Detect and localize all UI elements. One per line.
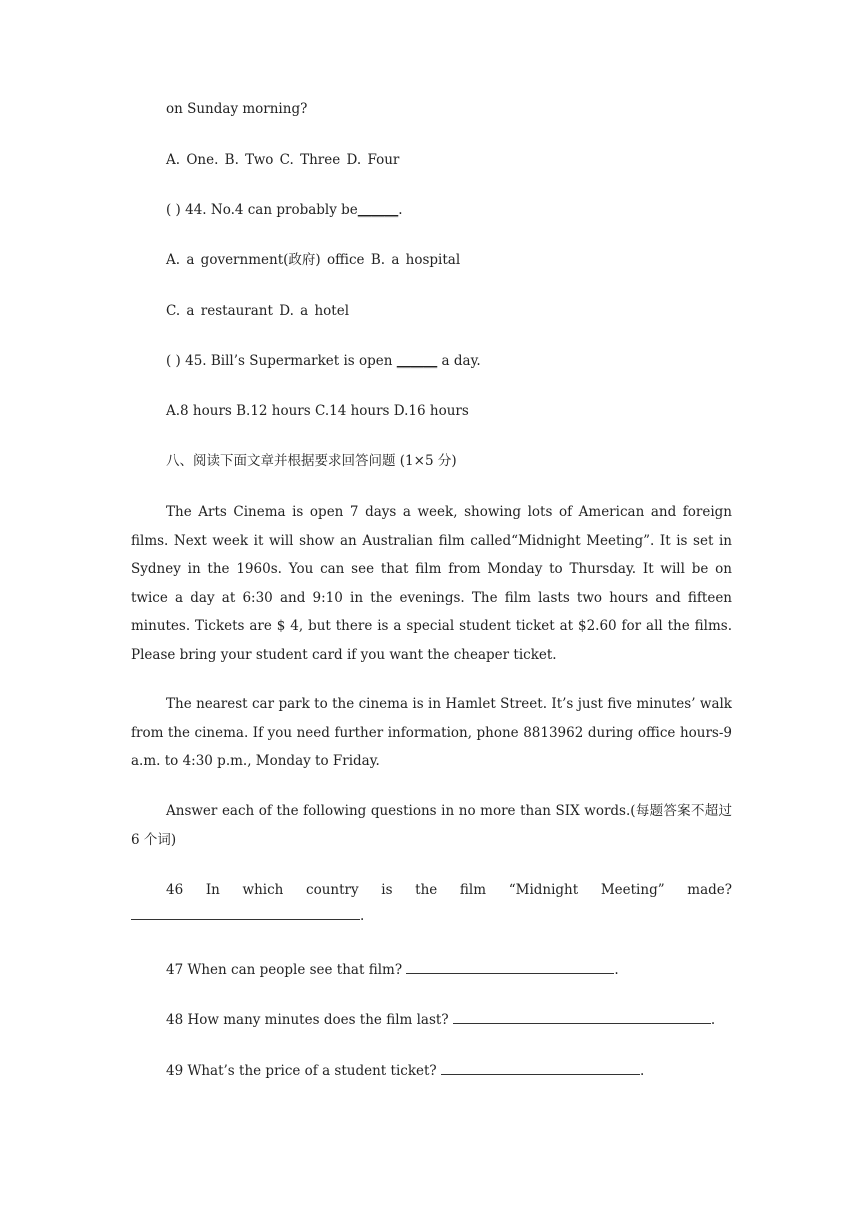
q43-options: A. One. B. Two C. Three D. Four (166, 152, 400, 168)
section-heading: 八、阅读下面文章并根据要求回答问题 (1×5 分) (166, 453, 457, 469)
answer-blank-49[interactable] (441, 1062, 640, 1075)
question-46-answer-line[interactable] (131, 907, 364, 924)
q44-blank: ______ (357, 202, 399, 218)
question-47-end: . (614, 962, 619, 978)
instruction: Answer each of the following questions in no more than SIX words.(每题答案不超过 6 个词) (131, 803, 732, 848)
q44-prefix: ( ) 44. No.4 can probably be (166, 202, 358, 218)
answer-blank-46[interactable] (131, 907, 360, 920)
q44-stem (166, 202, 403, 218)
question-49-text: 49 What’s the price of a student ticket? (166, 1063, 437, 1079)
answer-blank-48[interactable] (453, 1011, 711, 1024)
question-48 (166, 1011, 715, 1028)
q45-options: A.8 hours B.12 hours C.14 hours D.16 hours (166, 403, 469, 419)
question-48-end: . (710, 1012, 716, 1028)
answer-blank-47[interactable] (406, 961, 614, 974)
q45-blank: ______ (396, 353, 438, 369)
question-46: 46 In which country is the film “Midnight Meeting” made? (166, 882, 732, 898)
q43-continuation: on Sunday morning? (166, 101, 308, 117)
q44-suffix: . (398, 202, 403, 218)
question-48-text: 48 How many minutes does the film last? (166, 1012, 449, 1028)
passage-paragraph-1: The Arts Cinema is open 7 days a week, showing lots of American and foreign films. Next week it will show an Australian film called“Midnight Meeting”. It is set in Sydney in the 1960s. You can see that film from Monday to Thursday. It will be on twice a day at 6:30 and 9:10 in the evenings. The film lasts two hours and fifteen minutes. Tickets are $ 4, but there is a special student ticket at $2.60 for all the films. Please bring your student card if you want the cheaper ticket. (131, 504, 732, 663)
q44-options-line2: C. a restaurant D. a hotel (166, 303, 350, 319)
q44-options-line1: A. a government(政府) office B. a hospital (166, 252, 461, 268)
question-46-end: . (360, 908, 365, 924)
question-49 (166, 1062, 644, 1079)
question-49-end: . (639, 1063, 645, 1079)
q45-suffix: a day. (437, 353, 481, 369)
q45-prefix: ( ) 45. Bill’s Supermarket is open (166, 353, 397, 369)
q45-stem (166, 353, 481, 369)
question-47-text: 47 When can people see that film? (166, 962, 403, 978)
passage-paragraph-2: The nearest car park to the cinema is in Hamlet Street. It’s just five minutes’ walk from the cinema. If you need further information, phone 8813962 during office hours-9 a.m. to 4:30 p.m., Monday to Friday. (131, 696, 732, 769)
question-47 (166, 961, 619, 978)
